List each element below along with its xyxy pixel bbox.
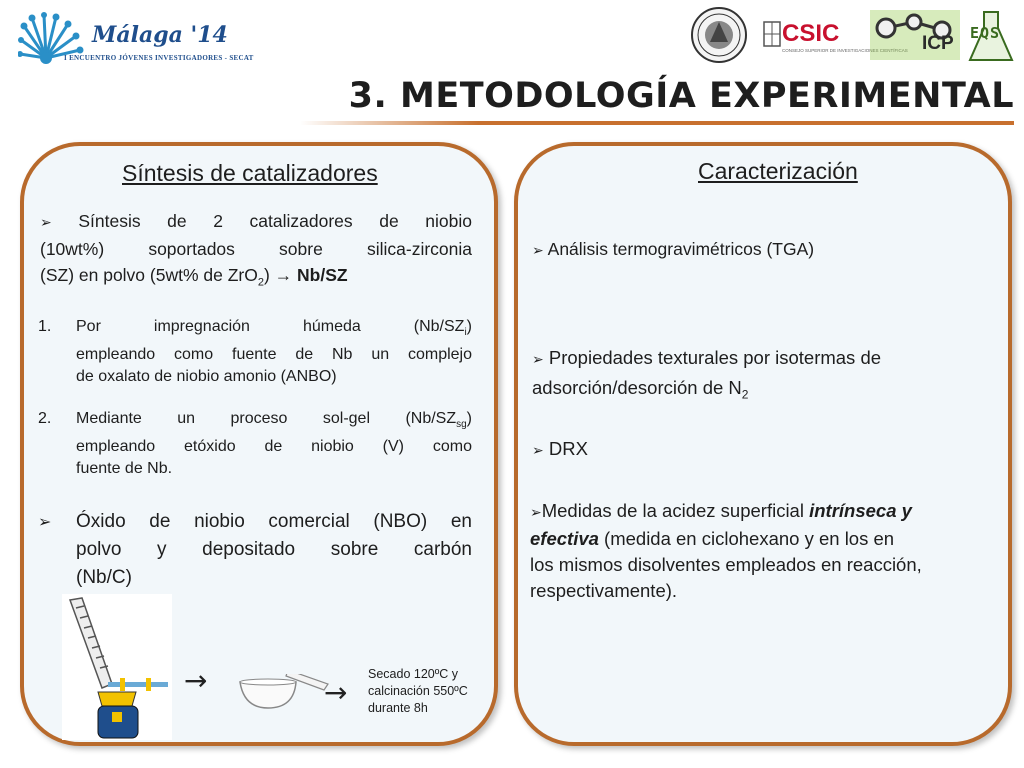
mortar-pestle-icon [236,674,336,714]
textural-line2: adsorción/desorción de $N_2$ [532,377,749,402]
event-logo-title: Málaga '14 [92,22,228,48]
acidity-line2: efectiva (medida en ciclohexano y en los en [530,528,895,549]
acidity-line1: ➢Medidas de la acidez superficial intrínseca y [530,500,912,521]
drx-bullet [532,436,588,464]
synthesis-intro-bullet [40,208,472,296]
process-arrow-2: → [324,676,348,709]
process-caption [368,666,468,717]
tga-bullet [532,236,814,264]
csic-logo-subtitle: CONSEJO SUPERIOR DE INVESTIGACIONES CIENTÍFICAS [782,48,908,53]
process-arrow-1: → [184,664,208,697]
event-logo-subtitle: I ENCUENTRO JÓVENES INVESTIGADORES - SECAT [64,54,254,62]
arrow-bullet-icon: ➢ [532,243,544,259]
nbo-line2: polvo y depositado sobre carbón [76,539,472,560]
arrow-bullet-icon: ➢ [532,443,544,459]
item1-number: 1. [38,318,52,335]
item1-line1: Por impregnación húmeda $(Nb/SZ_i)$ [76,318,472,339]
icp-logo-text: ICP [922,33,954,54]
mortar-pestle-image [236,674,336,714]
starburst-icon [18,12,98,74]
textural-line1: ➢ Propiedades texturales por isotermas de [532,347,882,368]
drx-bullet-text: DRX [548,438,588,459]
title-underline [300,121,1014,125]
arrow-bullet-icon: ➢ [532,352,544,368]
characterization-panel [514,142,1012,746]
synthesis-panel [20,142,498,746]
acidity-line4: respectivamente). [530,580,678,601]
eqs-logo-text: EQS [970,24,1001,42]
item1-line2: empleando como fuente de Nb un complejo [76,346,472,364]
reflux-apparatus-image [62,594,172,740]
characterization-heading: Caracterización [698,158,858,184]
synthesis-intro-line3: (SZ) en polvo (5wt% de ZrO$_2$) → Nb/SZ [40,265,348,289]
synthesis-intro-line1: ➢ Síntesis de 2 catalizadores de niobio [40,211,472,231]
item1-line3: de oxalato de niobio amonio (ANBO) [76,368,337,386]
nbo-bullet-icon-wrap [38,508,51,536]
item2-line2: empleando etóxido de niobio (V) como [76,438,472,456]
synthesis-item1 [76,316,472,388]
acidity-bullet [530,498,1012,604]
process-caption-line1: Secado 120ºC y [368,667,459,681]
arrow-bullet-icon: ➢ [530,505,542,521]
process-caption-line3: durante 8h [368,701,428,715]
reflux-apparatus-icon [62,594,172,740]
nbo-bullet [76,508,472,592]
arrow-bullet-icon: ➢ [38,512,52,531]
item2-line3: fuente de Nb. [76,460,173,478]
tga-bullet-text: Análisis termogravimétricos (TGA) [547,239,815,259]
synthesis-heading: Síntesis de catalizadores [122,160,378,186]
synthesis-intro-line2: (10wt%) soportados sobre silica-zirconia [40,239,472,259]
arrow-bullet-icon: ➢ [40,215,52,231]
textural-bullet [532,344,881,409]
csic-logo-text: CSIC [782,20,840,47]
item2-number: 2. [38,410,52,427]
nbo-line3: (Nb/C) [76,567,132,588]
process-caption-line2: calcinación 550ºC [368,684,468,698]
synthesis-item2 [76,408,472,480]
item2-line1: Mediante un proceso sol-gel $(Nb/SZ_{sg})$ [76,410,472,431]
university-seal-logo [690,6,748,64]
page-title: 3. METODOLOGÍA EXPERIMENTAL [348,76,1014,116]
csic-emblem-icon [762,20,782,48]
acidity-line3: los mismos disolventes empleados en reacción, [530,554,922,575]
nbo-line1: Óxido de niobio comercial (NBO) en [76,511,472,532]
